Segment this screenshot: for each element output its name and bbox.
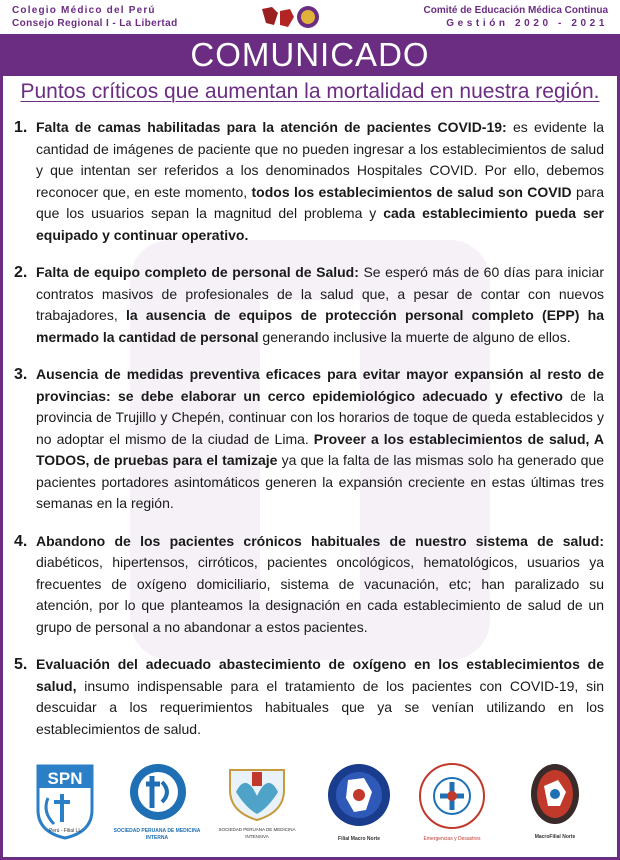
- point-text-bold: todos los establecimientos de salud son COVID: [251, 183, 572, 200]
- point-text: generando inclusive la muerte de alguno de ellos.: [258, 328, 571, 345]
- macrofilial-norte-caption: MacroFilial Norte: [534, 834, 576, 840]
- point-item: [14, 531, 604, 639]
- spn-logo: [34, 762, 96, 845]
- macrofilial-norte-icon: [528, 762, 582, 830]
- point-text-bold: la ausencia de equipos de protección personal completo (EPP) ha mermado la cantidad de personal: [36, 307, 604, 345]
- point-item: [14, 364, 604, 515]
- point-text: insumo indispensable para el tratamiento de los pacientes con COVID-19, sin descuidar a los requerimientos habituales que ya se venían utilizando en los establecimientos de salud.: [36, 677, 604, 737]
- point-text-bold: cada establecimiento pueda ser equipado y continuar operativo.: [36, 205, 604, 243]
- point-number: 5.: [14, 656, 28, 673]
- emergencias-logo-icon: [418, 762, 486, 830]
- point-text-bold: Falta de camas habilitadas para la atención de pacientes COVID-19:: [36, 119, 507, 135]
- filial-macro-norte-logo: [326, 762, 392, 842]
- spn-logo-text: SPN: [47, 769, 83, 788]
- comite-name: Comité de Educación Médica Continua: [423, 5, 608, 16]
- emergencias-logo: [418, 762, 486, 842]
- point-number: 1.: [14, 119, 28, 136]
- spmi-logo: [113, 762, 201, 841]
- point-number: 3.: [14, 366, 28, 383]
- intensiva-logo-icon: [224, 762, 290, 822]
- point-text-bold: Proveer a los establecimientos de salud, A TODOS, de pruebas para el tamizaje: [36, 430, 604, 468]
- gestion-period: Gestión 2020 - 2021: [446, 18, 608, 29]
- point-text: ya que la falta de las mismas solo ha generado que pacientes portadores asintomáticos generen la expansión creciente en estas últimas tres semanas en la región.: [36, 452, 604, 511]
- point-text-bold: Ausencia de medidas preventiva eficaces para evitar mayor expansión al resto de provincias: se debe elaborar un cerco epidemiológico adecuado y efectivo: [36, 366, 604, 404]
- point-item: [14, 117, 604, 246]
- page-subtitle: Puntos críticos que aumentan la mortalidad en nuestra región.: [20, 80, 600, 103]
- point-item: [14, 262, 604, 348]
- point-text: Se esperó más de 60 días para iniciar contratos masivos de profesionales de la salud que, a pesar de contar con nuevos trabajadores,: [36, 264, 604, 323]
- point-text-bold: Falta de equipo completo de personal de Salud:: [36, 264, 359, 280]
- colegio-name: Colegio Médico del Perú: [12, 5, 156, 16]
- filial-macro-norte-caption: Filial Macro Norte: [338, 836, 380, 842]
- sponsor-logos: [0, 762, 620, 852]
- points-list: [14, 117, 604, 756]
- point-text: para que los usuarios sepan la magnitud del problema y: [36, 183, 604, 221]
- spmi-logo-icon: [126, 762, 190, 822]
- point-text: es evidente la cantidad de imágenes de paciente que no pueden ingresar a los establecimientos de salud y que intentan ser referidos a los denominados Hospitales COVID. Por ello, debemos reconocer que, en este momento,: [36, 119, 604, 200]
- point-text-bold: Evaluación del adecuado abastecimiento de oxígeno en los establecimientos de salud,: [36, 656, 604, 694]
- point-number: 4.: [14, 532, 28, 550]
- colegio-medico-logo: [258, 3, 322, 31]
- header-left: [12, 4, 178, 30]
- spmi-logo-caption: SOCIEDAD PERUANA DE MEDICINA INTERNA: [113, 828, 201, 841]
- point-item: [14, 654, 604, 740]
- header-bar: [0, 0, 620, 34]
- point-text: diabéticos, hipertensos, cirróticos, pacientes oncológicos, hematológicos, usuarios ya frecuentes de oxígeno domiciliario, sistema de vacunación, etc; han paralizado su atención, por lo que planteamos la designación en cada establecimiento de salud de un grupo de personal a no abandonar a estos pacientes.: [36, 554, 604, 635]
- emergencias-logo-caption: Emergencias y Desastres: [423, 836, 481, 842]
- point-text-bold: Abandono de los pacientes crónicos habituales de nuestro sistema de salud:: [36, 532, 604, 549]
- point-number: 2.: [14, 264, 28, 281]
- spn-logo-caption: Perú - Filial LL: [48, 828, 82, 834]
- header-right: [424, 4, 608, 30]
- intensiva-logo: [218, 762, 296, 839]
- comunicado-banner: COMUNICADO: [0, 34, 620, 76]
- macrofilial-norte-logo: [528, 762, 582, 840]
- intensiva-logo-caption: SOCIEDAD PERUANA DE MEDICINA INTENSIVA: [218, 827, 296, 839]
- filial-macro-norte-icon: [326, 762, 392, 828]
- consejo-name: Consejo Regional I - La Libertad: [12, 18, 178, 29]
- point-text: de la provincia de Trujillo y Chepén, continuar con los horarios de toque de queda establecidos y no adoptar el mismo de la ciudad de Lima.: [36, 387, 604, 447]
